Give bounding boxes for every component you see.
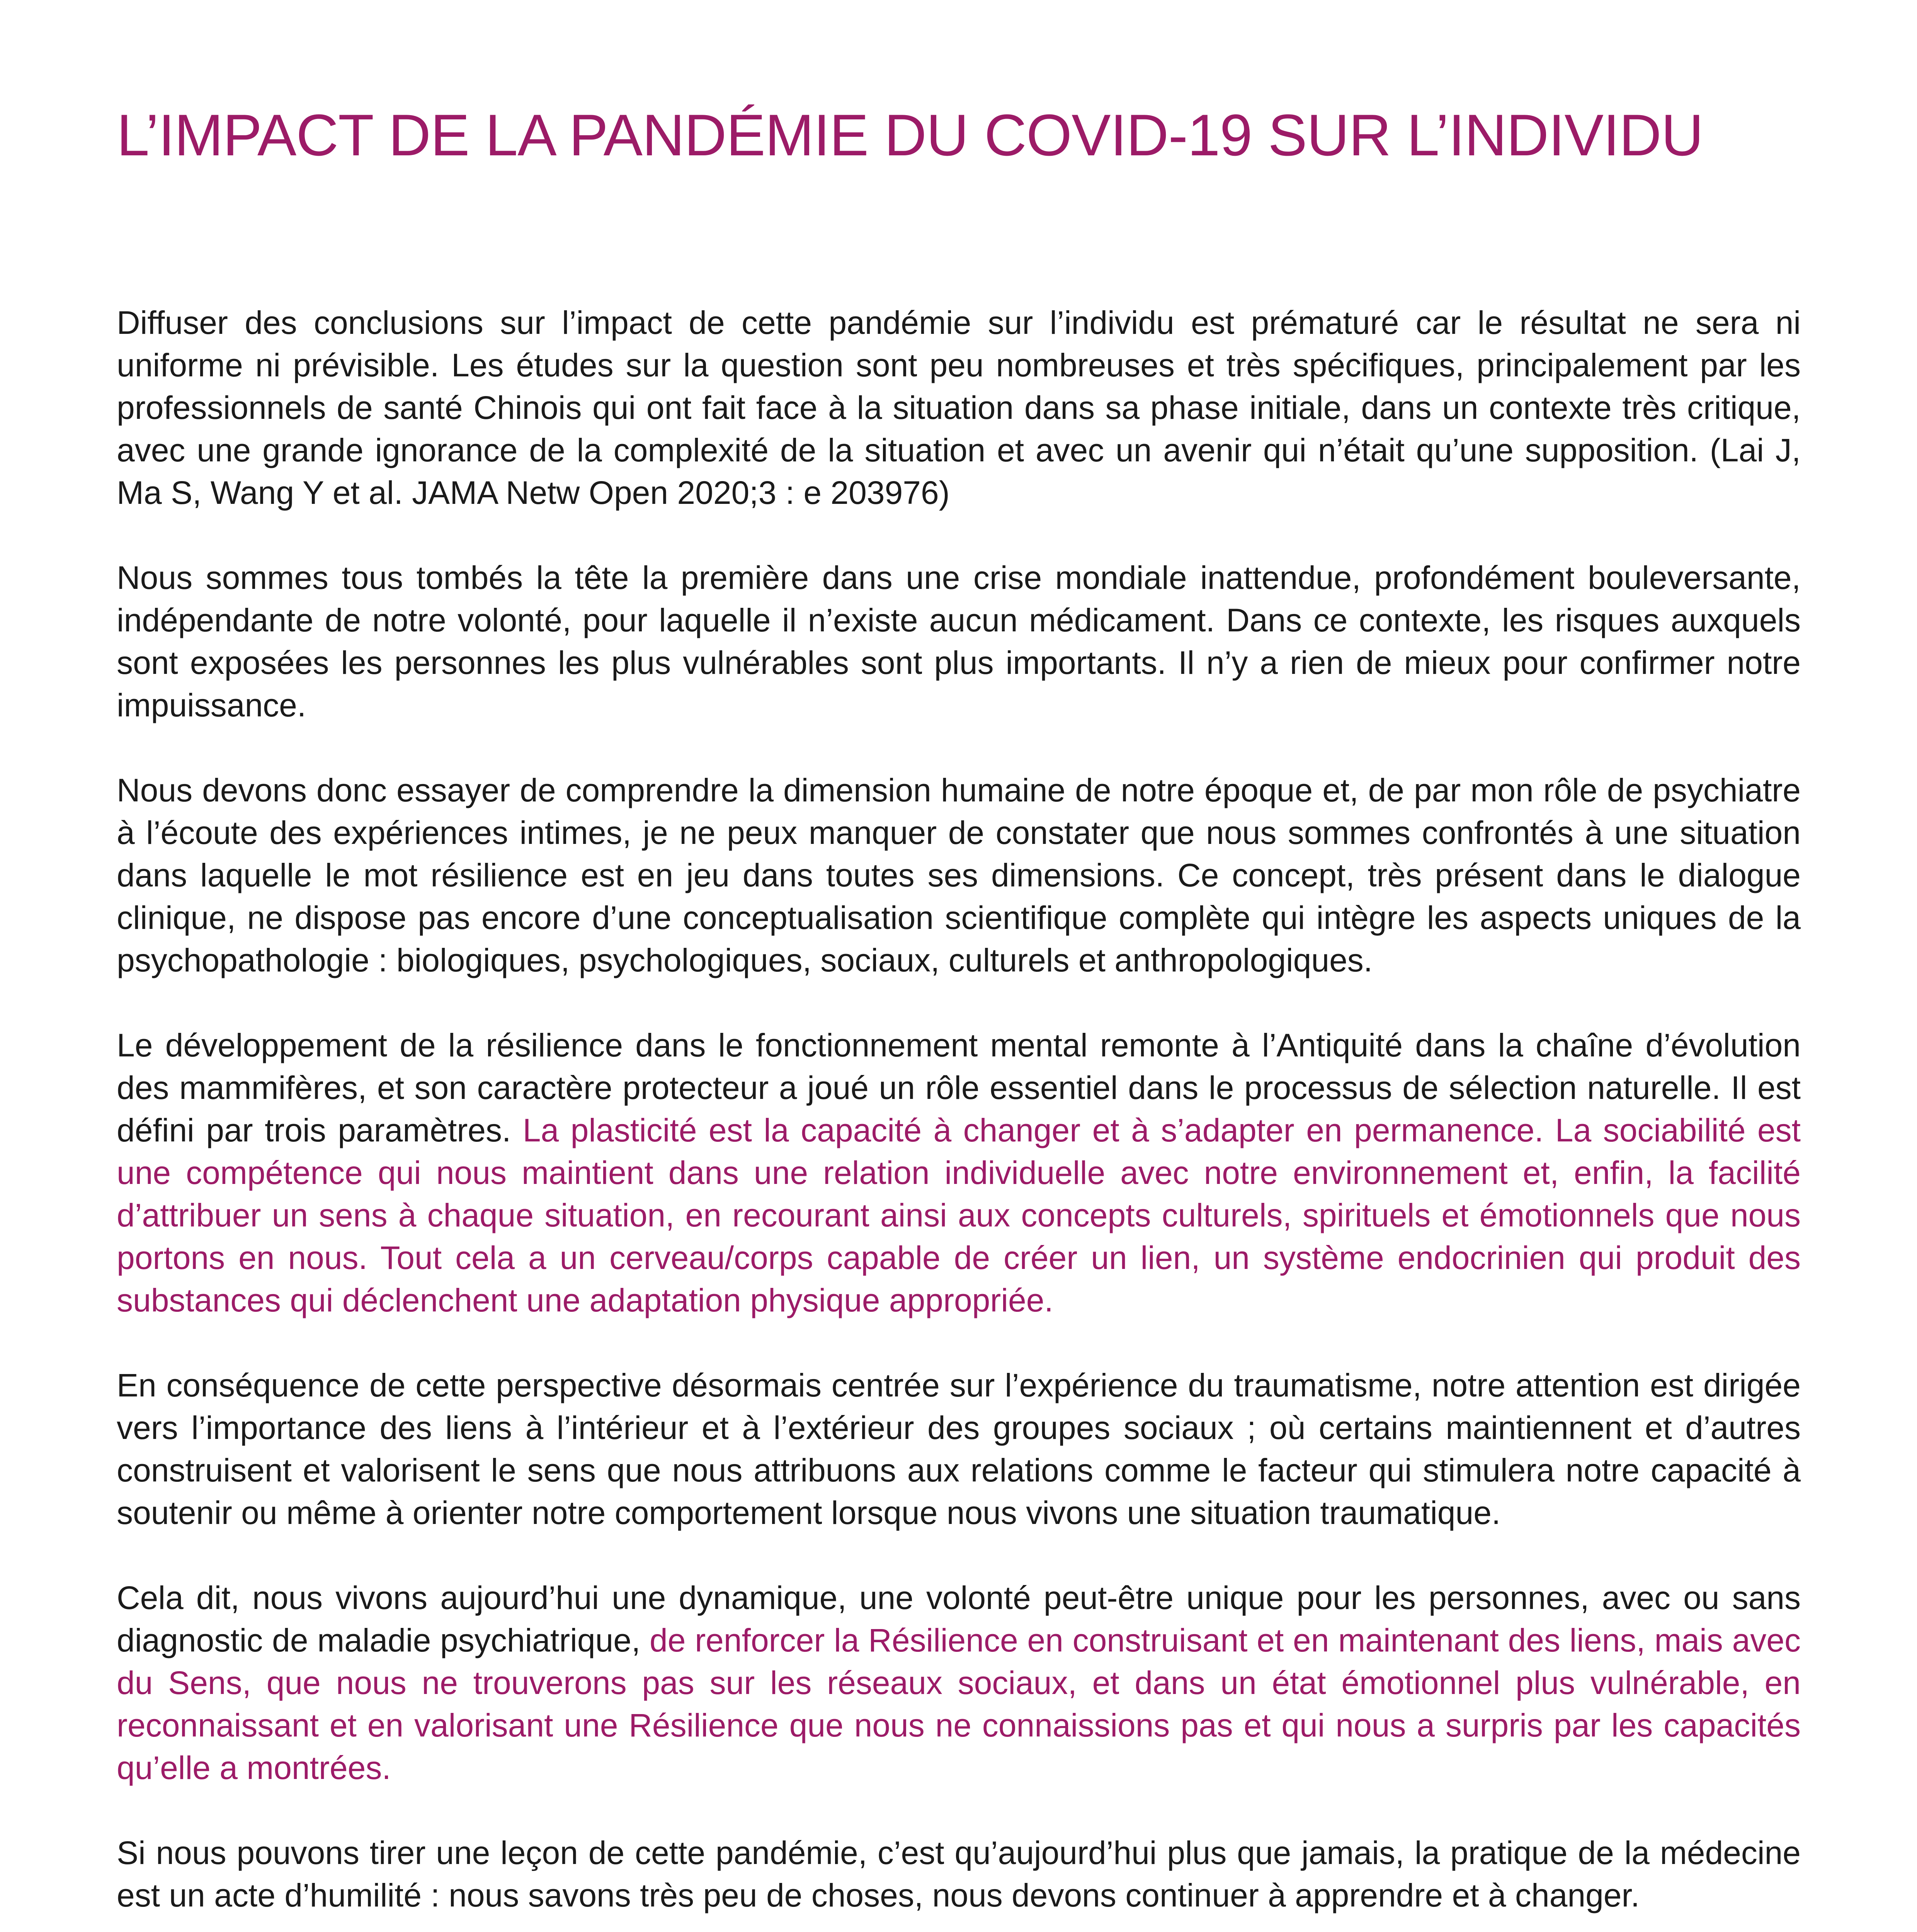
paragraph-2	[117, 556, 1801, 726]
paragraph-7-text: Si nous pouvons tirer une leçon de cette pandémie, c’est qu’aujourd’hui plus que jamais, la pratique de la médecine est un acte d’humilité : nous savons très peu de choses, nous devons continuer à apprendre et à changer.	[117, 1835, 1801, 1913]
paragraph-3-text: Nous devons donc essayer de comprendre la dimension humaine de notre époque et, de par mon rôle de psychiatre à l’écoute des expériences intimes, je ne peux manquer de constater que nous sommes confrontés à une situation dans laquelle le mot résilience est en jeu dans toutes ses dimensions. Ce concept, très présent dans le dialogue clinique, ne dispose pas encore d’une conceptualisation scientifique complète qui intègre les aspects uniques de la psychopathologie : biologiques, psychologiques, sociaux, culturels et anthropologiques.	[117, 772, 1801, 978]
paragraph-2-text: Nous sommes tous tombés la tête la première dans une crise mondiale inattendue, profondément bouleversante, indépendante de notre volonté, pour laquelle il n’existe aucun médicament. Dans ce contexte, les risques auxquels sont exposées les personnes les plus vulnérables sont plus importants. Il n’y a rien de mieux pour confirmer notre impuissance.	[117, 560, 1801, 723]
paragraph-6-text: Cela dit, nous vivons aujourd’hui une dynamique, une volonté peut-être unique pour les personnes, avec ou sans diagnostic de maladie psychiatrique,	[117, 1580, 1801, 1658]
paragraph-6-highlight: de renforcer la Résilience en construisant et en maintenant des liens, mais avec du Sens, que nous ne trouverons pas sur les réseaux sociaux, et dans un état émotionnel plus vulnérable, en reconnaissant et en valorisant une Résilience que nous ne connaissions pas et qui nous a surpris par les capacités qu’elle a montrées.	[117, 1622, 1801, 1786]
paragraph-4	[117, 1024, 1801, 1321]
paragraph-5-text: En conséquence de cette perspective désormais centrée sur l’expérience du traumatisme, notre attention est dirigée vers l’importance des liens à l’intérieur et à l’extérieur des groupes sociaux ; où certains maintiennent et d’autres construisent et valorisent le sens que nous attribuons aux relations comme le facteur qui stimulera notre capacité à soutenir ou même à orienter notre comportement lorsque nous vivons une situation traumatique.	[117, 1367, 1801, 1531]
article-body	[117, 301, 1801, 1917]
paragraph-7	[117, 1832, 1801, 1917]
article	[117, 97, 1801, 1932]
paragraph-5	[117, 1364, 1801, 1534]
article-title: L’IMPACT DE LA PANDÉMIE DU COVID-19 SUR L’INDIVIDU	[117, 102, 1703, 168]
paragraph-1-text: Diffuser des conclusions sur l’impact de cette pandémie sur l’individu est prématuré car le résultat ne sera ni uniforme ni prévisible. Les études sur la question sont peu nombreuses et très spécifiques, principalement par les professionnels de santé Chinois qui ont fait face à la situation dans sa phase initiale, dans un contexte très critique, avec une grande ignorance de la complexité de la situation et avec un avenir qui n’était qu’une supposition. (Lai J, Ma S, Wang Y et al. JAMA Netw Open 2020;3 : e 203976)	[117, 304, 1801, 511]
paragraph-1	[117, 301, 1801, 514]
paragraph-3	[117, 769, 1801, 981]
paragraph-4-text: Le développement de la résilience dans le fonctionnement mental remonte à l’Antiquité dans la chaîne d’évolution des mammifères, et son caractère protecteur a joué un rôle essentiel dans le processus de sélection naturelle. Il est défini par trois paramètres.	[117, 1027, 1801, 1148]
paragraph-6	[117, 1577, 1801, 1789]
paragraph-4-highlight: La plasticité est la capacité à changer et à s’adapter en permanence. La sociabilité est une compétence qui nous maintient dans une relation individuelle avec notre environnement et, enfin, la facilité d’attribuer un sens à chaque situation, en recourant ainsi aux concepts culturels, spirituels et émotionnels que nous portons en nous. Tout cela a un cerveau/corps capable de créer un lien, un système endocrinien qui produit des substances qui déclenchent une adaptation physique appropriée.	[117, 1112, 1801, 1318]
